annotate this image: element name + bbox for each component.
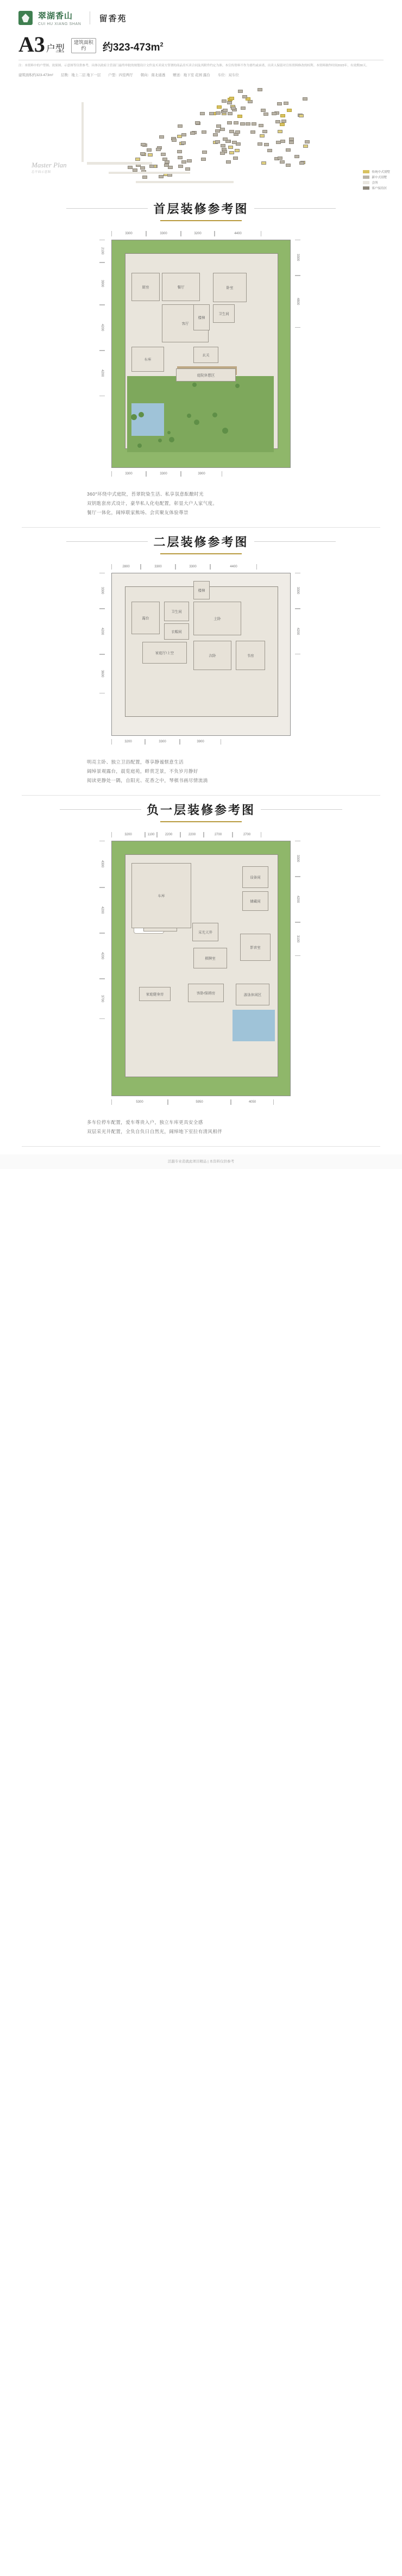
site-plan-unit xyxy=(259,124,263,127)
site-plan-unit xyxy=(172,139,177,142)
legend-label: 客户接待区 xyxy=(372,186,387,190)
room-书房 xyxy=(236,641,265,670)
page-title xyxy=(18,34,65,55)
pool-area xyxy=(233,1010,275,1041)
site-plan-unit xyxy=(215,129,220,133)
room-餐厅 xyxy=(162,273,200,301)
site-plan-unit xyxy=(141,143,146,146)
dimension-label: 3200 xyxy=(111,739,145,745)
dimension-label: 1100 xyxy=(145,832,157,837)
site-plan-road xyxy=(87,162,152,165)
legend-swatch xyxy=(363,176,369,179)
site-plan-unit xyxy=(202,130,206,134)
site-plan-script xyxy=(32,161,67,174)
section-caption xyxy=(87,1118,315,1136)
room-游泳休闲区 xyxy=(236,984,269,1005)
dimension-label: 3700 xyxy=(99,979,105,1019)
site-plan-unit xyxy=(223,137,228,141)
section-divider xyxy=(22,1146,380,1147)
tree-icon xyxy=(187,414,191,418)
site-plan-unit xyxy=(263,112,268,116)
dimension-label: 4050 xyxy=(231,1099,274,1105)
dimension-label: 4400 xyxy=(215,231,261,236)
dimension-label: 5950 xyxy=(168,1099,231,1105)
tree-icon xyxy=(212,412,217,417)
site-plan-unit xyxy=(140,166,145,170)
site-plan-unit xyxy=(202,151,207,154)
site-plan-unit xyxy=(168,166,173,169)
site-plan-unit xyxy=(260,134,265,137)
room-家庭厅/上空 xyxy=(142,642,187,664)
caption-line: 360°环绕中式庭院，苔翠院染生活、私享氛意酝酿时光 xyxy=(87,491,204,497)
dimension-row-left xyxy=(99,841,109,1110)
dimension-label: 2700 xyxy=(233,832,261,837)
landscape-element xyxy=(131,403,164,436)
section-underline xyxy=(160,821,242,822)
room-家庭健身房 xyxy=(139,987,171,1001)
section-title: 二层装修参考图 xyxy=(148,533,254,550)
caption-line: 阔绰景观露台，晨览庭苑，畔赏芝景，不负岁月静好 xyxy=(87,768,198,774)
room-label: 家庭健身房 xyxy=(146,992,164,996)
room-label: 家庭厅/上空 xyxy=(155,651,174,655)
site-plan-unit xyxy=(227,101,232,104)
room-车库 xyxy=(131,863,191,928)
room-label: 次卧 xyxy=(209,654,216,658)
site-plan-unit xyxy=(149,165,154,168)
site-plan-unit xyxy=(278,157,282,160)
room-影音室 xyxy=(240,934,271,961)
room-玄关 xyxy=(193,347,218,363)
dimension-label: 4200 xyxy=(99,933,105,979)
site-plan-unit xyxy=(235,130,240,134)
site-plan-unit xyxy=(235,149,240,152)
site-plan-unit xyxy=(159,175,164,178)
room-厨房 xyxy=(131,273,160,301)
site-plan-unit xyxy=(280,140,285,143)
site-plan-unit xyxy=(275,120,280,123)
room-label: 设备间 xyxy=(250,876,261,879)
dimension-row-bottom xyxy=(0,739,402,748)
room-客卧/保姆房 xyxy=(188,984,224,1002)
area-value xyxy=(103,39,164,54)
dimension-label: 3200 xyxy=(181,231,215,236)
caption-line: 双层采光井配置，全负自负日自然光，阔绰地下室拉有清风相伴 xyxy=(87,1128,223,1134)
site-plan-unit xyxy=(238,90,243,93)
site-plan-unit xyxy=(181,141,186,145)
site-plan-canvas xyxy=(0,80,402,195)
dimension-row-bottom xyxy=(0,471,402,480)
legend-swatch xyxy=(363,170,369,173)
section-heading-floor1 xyxy=(0,200,402,221)
site-plan-unit xyxy=(142,176,147,179)
floor-sections xyxy=(0,200,402,1147)
site-plan-unit xyxy=(128,166,133,169)
floor-section-basement xyxy=(0,801,402,1147)
site-plan-road xyxy=(136,181,234,183)
tree-icon xyxy=(167,431,171,434)
room-label: 露台 xyxy=(142,616,149,620)
room-label: 楼梯 xyxy=(198,316,205,320)
site-plan-unit xyxy=(289,141,294,144)
floor-section-floor1 xyxy=(0,200,402,528)
site-plan-unit xyxy=(261,109,266,112)
site-plan-unit xyxy=(209,112,214,115)
site-plan-unit xyxy=(229,97,234,100)
dimension-row-left xyxy=(99,240,109,482)
site-plan-road xyxy=(109,172,190,174)
site-plan-unit xyxy=(228,146,233,149)
room-庭院休憩区 xyxy=(176,368,236,382)
site-plan-unit xyxy=(242,95,247,98)
site-plan xyxy=(0,80,402,195)
room-label: 卫生间 xyxy=(218,312,229,316)
floor-section-floor2 xyxy=(0,533,402,796)
room-label: 卧室 xyxy=(226,286,234,290)
site-plan-unit xyxy=(237,115,242,118)
dimension-row-top xyxy=(0,832,402,841)
site-plan-unit xyxy=(215,140,220,143)
dimension-label: 3300 xyxy=(295,573,300,609)
dimension-label: 2200 xyxy=(180,832,204,837)
site-plan-unit xyxy=(277,102,282,105)
tree-icon xyxy=(158,439,162,442)
floor-plan-floor2 xyxy=(111,573,291,736)
site-plan-unit xyxy=(229,130,234,133)
site-plan-unit xyxy=(222,99,227,103)
dimension-label: 4400 xyxy=(210,564,257,570)
site-plan-unit xyxy=(185,167,190,171)
legend-item xyxy=(363,170,390,174)
site-plan-script-text: Master Plan xyxy=(32,160,67,169)
room-棋牌室 xyxy=(193,948,227,968)
site-plan-unit xyxy=(178,165,183,168)
page-header xyxy=(0,0,402,29)
section-divider xyxy=(22,795,380,796)
spec-item: 赠送：地下室 花园 露台 xyxy=(173,73,210,77)
room-label: 主卧 xyxy=(213,617,221,621)
room-楼梯 xyxy=(193,304,210,330)
site-plan-unit xyxy=(278,130,282,133)
tree-icon xyxy=(222,428,228,434)
dimension-label: 4200 xyxy=(99,351,105,396)
dimension-label: 4200 xyxy=(99,887,105,933)
area-label: 约323-473m xyxy=(102,42,160,53)
site-plan-unit xyxy=(220,128,225,131)
dimension-label: 5300 xyxy=(111,1099,168,1105)
legend-label: 会所 xyxy=(372,181,378,185)
dimension-row-right xyxy=(295,240,305,482)
tree-icon xyxy=(131,414,137,420)
site-plan-unit xyxy=(246,122,250,126)
dimension-row-left xyxy=(99,573,109,750)
site-plan-unit xyxy=(305,140,310,143)
legend-item xyxy=(363,186,390,190)
dimension-row-top xyxy=(0,564,402,573)
site-plan-unit xyxy=(261,161,266,165)
room-label: 车库 xyxy=(144,358,152,361)
site-plan-unit xyxy=(232,141,237,144)
site-plan-unit xyxy=(303,97,307,101)
dimension-label: 4200 xyxy=(99,305,105,351)
dimension-label: 3300 xyxy=(111,471,146,477)
dimension-label: 4800 xyxy=(295,276,300,328)
site-plan-unit xyxy=(229,151,234,154)
caption-line: 明亮主卧、独立卫浴配置，尊享静谧惬意生活 xyxy=(87,759,184,765)
site-plan-unit xyxy=(200,112,205,115)
site-plan-unit xyxy=(234,121,238,124)
area-pill-line2: 约 xyxy=(81,46,86,52)
site-plan-unit xyxy=(165,160,169,164)
spec-item: 户型：四室两厅 xyxy=(108,73,133,77)
site-plan-legend xyxy=(363,170,390,191)
site-plan-unit xyxy=(227,121,232,124)
site-plan-unit xyxy=(177,135,182,138)
site-plan-unit xyxy=(201,158,206,161)
site-plan-unit xyxy=(190,132,195,135)
site-plan-unit xyxy=(287,109,292,112)
section-title: 首层装修参考图 xyxy=(148,200,254,217)
site-plan-unit xyxy=(264,143,269,146)
room-设备间 xyxy=(242,866,268,888)
site-plan-unit xyxy=(272,112,277,115)
dimension-label: 3300 xyxy=(175,564,210,570)
site-plan-unit xyxy=(220,152,225,155)
room-label: 楼梯 xyxy=(198,589,205,592)
dimension-label: 3300 xyxy=(111,231,146,236)
site-plan-unit xyxy=(294,155,299,158)
site-plan-unit xyxy=(135,158,140,161)
room-卧室 xyxy=(213,273,247,302)
legend-item xyxy=(363,175,390,179)
site-plan-unit xyxy=(147,148,152,152)
dimension-row-right xyxy=(295,573,305,750)
room-label: 客卧/保姆房 xyxy=(196,991,216,995)
room-label: 客厅 xyxy=(181,322,189,326)
site-plan-unit xyxy=(148,153,153,157)
room-label: 储藏间 xyxy=(250,899,261,903)
plan-wrap-basement xyxy=(0,830,402,1110)
dimension-label: 4200 xyxy=(295,609,300,654)
room-储藏间 xyxy=(242,891,268,911)
legend-label: 新中式别墅 xyxy=(372,176,387,179)
site-plan-unit xyxy=(303,145,308,148)
brochure-page xyxy=(0,0,402,1169)
site-plan-unit xyxy=(280,123,285,126)
spec-item: 建筑面积约323-473m² xyxy=(18,73,53,77)
plan-wrap-floor1 xyxy=(0,229,402,482)
room-采光天井 xyxy=(192,923,218,941)
legend-label: 传统中式别墅 xyxy=(372,170,390,174)
section-title: 负一层装修参考图 xyxy=(141,801,261,818)
site-plan-unit xyxy=(159,135,164,139)
room-label: 棋牌室 xyxy=(205,956,216,960)
room-label: 厨房 xyxy=(142,285,149,289)
caption-line: 双钥匙套房式设计，豪华私人化电配置，彰显大户人家气度。 xyxy=(87,500,218,506)
room-车库 xyxy=(131,347,164,372)
dimension-row-right xyxy=(295,841,305,1110)
section-heading-floor2 xyxy=(0,533,402,554)
dimension-row-top xyxy=(0,231,402,240)
room-label: 衣帽间 xyxy=(171,630,182,634)
section-heading-basement xyxy=(0,801,402,822)
site-plan-unit xyxy=(240,122,245,126)
site-plan-unit xyxy=(161,153,166,156)
site-plan-unit xyxy=(213,133,218,136)
dimension-label: 3300 xyxy=(146,231,181,236)
room-label: 餐厅 xyxy=(177,285,185,289)
dimension-label: 4200 xyxy=(295,877,300,922)
site-plan-unit xyxy=(140,152,145,155)
dimension-label: 4200 xyxy=(99,609,105,654)
leaf-logo-icon xyxy=(18,11,33,25)
area-pill xyxy=(71,38,96,53)
spec-row xyxy=(0,69,402,77)
dimension-label: 3300 xyxy=(295,240,300,276)
room-label: 卫生间 xyxy=(171,610,182,614)
type-code: A3 xyxy=(18,32,45,57)
dimension-label: 3300 xyxy=(141,564,175,570)
title-row xyxy=(0,29,402,55)
site-plan-unit xyxy=(252,122,256,126)
site-plan-unit xyxy=(187,159,192,162)
site-plan-script-sub: 总平面示意图 xyxy=(32,170,51,174)
caption-line: 多车位停车配置，爱车尊贵入户，独立车库更具安全感 xyxy=(87,1119,203,1125)
dimension-label: 4300 xyxy=(99,841,105,887)
site-plan-unit xyxy=(267,149,272,152)
site-plan-unit xyxy=(181,133,186,136)
site-plan-unit xyxy=(233,157,238,160)
dimension-label: 3300 xyxy=(99,573,105,609)
site-plan-unit xyxy=(177,150,182,153)
site-plan-unit xyxy=(284,102,288,105)
site-plan-unit xyxy=(241,107,246,110)
dimension-label: 3900 xyxy=(181,471,222,477)
dimension-label: 2700 xyxy=(204,832,233,837)
legend-item xyxy=(363,180,390,185)
site-plan-unit xyxy=(286,164,291,167)
section-caption xyxy=(87,758,315,785)
type-suffix: 户型 xyxy=(46,43,65,54)
site-plan-unit xyxy=(257,142,262,146)
room-露台 xyxy=(131,602,160,634)
room-label: 游泳休闲区 xyxy=(243,993,262,997)
site-plan-unit xyxy=(178,156,183,159)
brand-block xyxy=(38,10,81,26)
dimension-label: 3300 xyxy=(295,841,300,877)
site-plan-unit xyxy=(289,137,294,141)
dimension-row-bottom xyxy=(0,1099,402,1108)
section-underline xyxy=(160,220,242,221)
room-label: 车库 xyxy=(158,894,165,898)
site-plan-unit xyxy=(167,173,172,177)
dimension-label: 3900 xyxy=(180,739,221,745)
site-plan-unit xyxy=(299,114,304,117)
dimension-label: 3300 xyxy=(145,739,180,745)
site-plan-unit xyxy=(181,160,186,164)
site-plan-unit xyxy=(299,161,304,165)
caption-line: 餐厅一体化，阔绰联家熊场、会宾聚友体验尊崇 xyxy=(87,509,189,515)
room-label: 庭院休憩区 xyxy=(197,373,215,377)
room-label: 书房 xyxy=(247,654,254,658)
dimension-label: 3600 xyxy=(99,654,105,693)
caption-line: 阅读更静处一隅，自阳光、花香之中，琴棋书画尽情流淌 xyxy=(87,777,208,783)
site-plan-unit xyxy=(195,121,200,124)
area-sup: 2 xyxy=(160,41,164,48)
brand-name-cn: 翠湖香山 xyxy=(38,11,73,21)
dimension-label: 2200 xyxy=(157,832,180,837)
legend-swatch xyxy=(363,181,369,184)
spec-item: 层数：地上二层 地下一层 xyxy=(60,73,101,77)
spec-item: 车位：双车位 xyxy=(217,73,239,77)
brand-name-cn2: 留香苑 xyxy=(99,14,127,23)
site-plan-unit xyxy=(281,120,286,123)
site-plan-unit xyxy=(221,144,225,147)
section-caption xyxy=(87,490,315,517)
room-label: 采光天井 xyxy=(198,930,212,934)
site-plan-unit xyxy=(280,160,285,164)
site-plan-unit xyxy=(216,111,221,115)
dimension-label: 2100 xyxy=(99,240,105,262)
dimension-label: 3300 xyxy=(146,471,181,477)
room-主卧 xyxy=(193,602,241,635)
site-plan-unit xyxy=(216,124,221,128)
room-卫生间 xyxy=(213,304,235,323)
dimension-label: 2800 xyxy=(111,564,141,570)
site-plan-unit xyxy=(250,130,255,134)
site-plan-road xyxy=(81,102,84,162)
legend-swatch xyxy=(363,186,369,190)
site-plan-unit xyxy=(280,114,285,117)
site-plan-unit xyxy=(156,148,161,151)
section-underline xyxy=(160,553,242,554)
dimension-label: 3900 xyxy=(99,262,105,305)
brand-name-pinyin: CUI HU XIANG SHAN xyxy=(38,22,81,26)
spec-item: 朝向：南北通透 xyxy=(140,73,166,77)
site-plan-unit xyxy=(262,130,267,133)
room-衣帽间 xyxy=(164,623,189,640)
room-卫生间 xyxy=(164,602,189,621)
site-plan-unit xyxy=(231,107,236,110)
section-divider xyxy=(22,527,380,528)
dimension-label: 3200 xyxy=(111,832,145,837)
site-plan-unit xyxy=(257,88,262,91)
disclaimer-text: 注：本资料中的户型图、效果图、示意图等仅供参考，具体以政府主管部门最终审批的规划设计文件及买卖双方签署的商品房买卖合同及其附件约定为准。本宣传资料不作为要约或承诺，出卖人保留对宣传资料修改的权利。本资料制作时间2023年，有效期30天。 xyxy=(18,64,369,67)
area-pill-line1: 建筑面积 xyxy=(73,40,93,46)
plan-wrap-floor2 xyxy=(0,562,402,750)
site-plan-unit xyxy=(286,148,291,152)
room-次卧 xyxy=(193,641,231,670)
floor-plan-basement xyxy=(111,841,291,1096)
site-plan-unit xyxy=(228,112,233,115)
page-footer: 活越专业造就此项目精品 | 本资料仅供参考 xyxy=(0,1154,402,1169)
room-label: 影音室 xyxy=(250,946,261,949)
floor-plan-floor1 xyxy=(111,240,291,468)
room-label: 玄关 xyxy=(202,353,210,357)
site-plan-unit xyxy=(217,105,222,109)
dimension-label: 3100 xyxy=(295,922,300,956)
room-楼梯 xyxy=(193,581,210,599)
site-plan-unit xyxy=(178,124,183,128)
site-plan-unit xyxy=(226,160,231,164)
